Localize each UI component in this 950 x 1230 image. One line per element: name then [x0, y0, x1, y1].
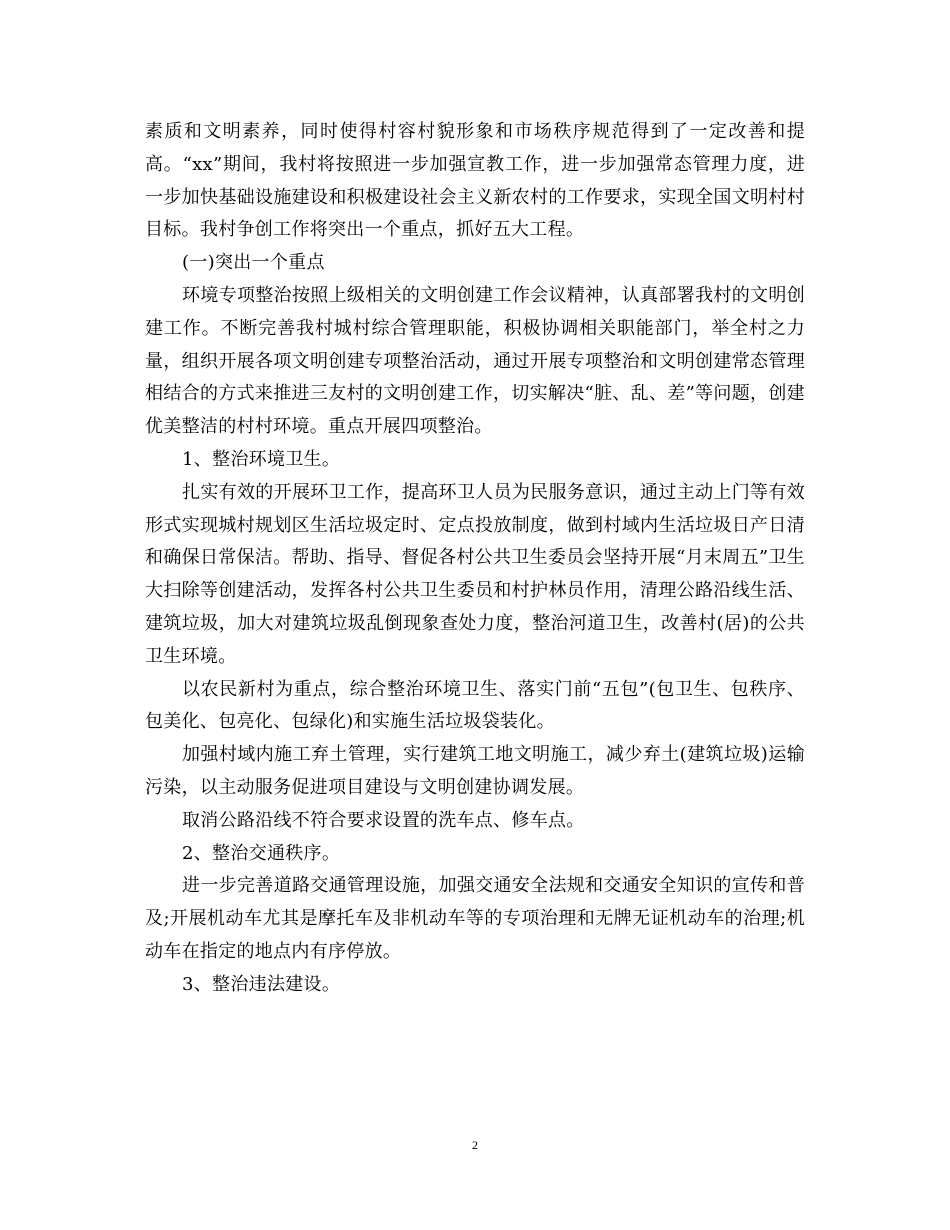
paragraph-new-village: 以农民新村为重点，综合整治环境卫生、落实门前“五包”(包卫生、包秩序、包美化、包亮化、包绿化)和实施生活垃圾袋装化。: [145, 678, 805, 733]
document-body: [145, 116, 805, 1002]
paragraph-construction-waste: 加强村域内施工弃土管理，实行建筑工地文明施工，减少弃土(建筑垃圾)运输污染，以主动服务促进项目建设与文明创建协调发展。: [145, 744, 805, 798]
subheading-traffic-order: 2、整治交通秩序。: [182, 842, 341, 864]
paragraph-continuation: 素质和文明素养，同时使得村容村貌形象和市场秩序规范得到了一定改善和提高。“xx”期间，我村将按照进一步加强宣教工作，进一步加强常态管理力度，进一步加快基础设施建设和积极建设社会主义新农村的工作要求，实现全国文明村村目标。我村争创工作将突出一个重点，抓好五大工程。: [145, 121, 805, 241]
paragraph-environment-overview: 环境专项整治按照上级相关的文明创建工作会议精神，认真部署我村的文明创建工作。不断完善我村城村综合管理职能，积极协调相关职能部门，举全村之力量，组织开展各项文明创建专项整治活动，通过开展专项整治和文明创建常态管理相结合的方式来推进三友村的文明创建工作，切实解决“脏、乱、差”等问题，创建优美整洁的村村环境。重点开展四项整治。: [145, 284, 805, 438]
paragraph-sanitation-work: 扎实有效的开展环卫工作，提高环卫人员为民服务意识，通过主动上门等有效形式实现城村规划区生活垃圾定时、定点投放制度，做到村域内生活垃圾日产日清和确保日常保洁。帮助、指导、督促各村公共卫生委员会坚持开展“月末周五”卫生大扫除等创建活动，发挥各村公共卫生委员和村护林员作用，清理公路沿线生活、建筑垃圾，加大对建筑垃圾乱倒现象查处力度，整治河道卫生，改善村(居)的公共卫生环境。: [145, 481, 805, 667]
paragraph-traffic-management: 进一步完善道路交通管理设施，加强交通安全法规和交通安全知识的宣传和普及;开展机动车尤其是摩托车及非机动车等的专项治理和无牌无证机动车的治理;机动车在指定的地点内有序停放。: [145, 875, 805, 962]
page-number: 2: [472, 1138, 478, 1152]
paragraph-car-wash: 取消公路沿线不符合要求设置的洗车点、修车点。: [182, 809, 585, 831]
subheading-illegal-construction: 3、整治违法建设。: [182, 973, 341, 995]
subheading-environment-hygiene: 1、整治环境卫生。: [182, 448, 341, 470]
section-heading-one: (一)突出一个重点: [182, 252, 325, 274]
